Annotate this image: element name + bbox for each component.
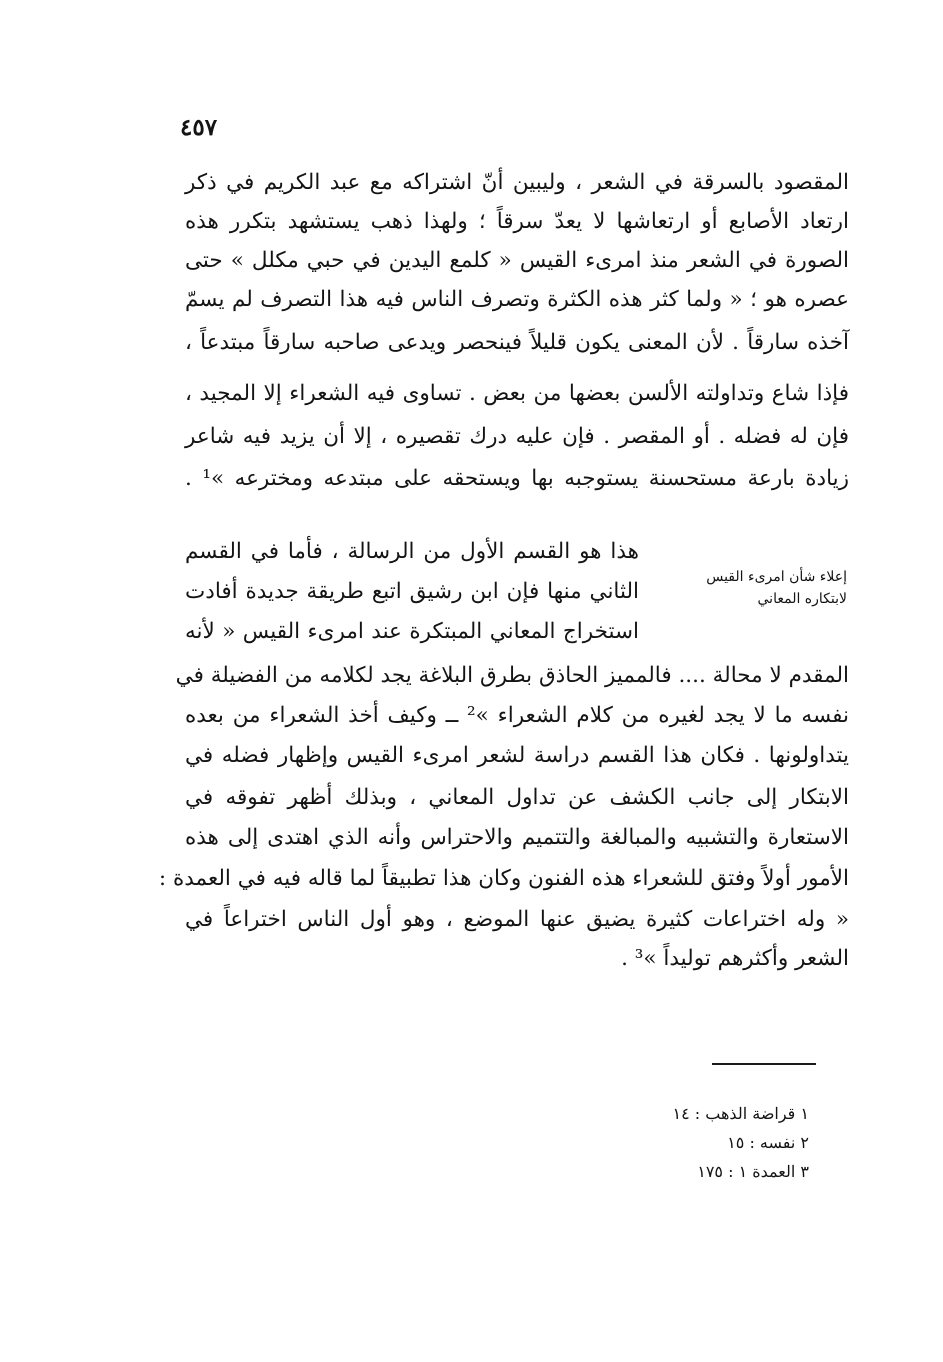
text-line: ارتعاد الأصابع أو ارتعاشها لا يعدّ سرقاً ؛ ولهذا ذهب يستشهد بتكرر هذه <box>185 209 849 234</box>
footnote-3: ٣ العمدة ١ : ١٧٥ <box>697 1162 809 1181</box>
text-line: عصره هو ؛ « ولما كثر هذه الكثرة وتصرف الناس فيه هذا التصرف لم يسمّ <box>185 287 849 312</box>
footnote-1: ١ قراضة الذهب : ١٤ <box>672 1104 809 1123</box>
text-line: « وله اختراعات كثيرة يضيق عنها الموضع ، وهو أول الناس اختراعاً في <box>185 907 849 932</box>
margin-note-line: لابتكاره المعاني <box>757 591 847 607</box>
text-line: استخراج المعاني المبتكرة عند امرىء القيس « لأنه <box>185 619 639 644</box>
text-line: فإن له فضله . أو المقصر . فإن عليه درك تقصيره ، إلا أن يزيد فيه شاعر <box>185 424 849 449</box>
text-line: المقدم لا محالة .... فالمميز الحاذق بطرق البلاغة يجد لكلامه من الفضيلة في <box>175 663 849 688</box>
text-line: زيادة بارعة مستحسنة يستوجبه بها ويستحقه على مبتدعه ومخترعه »¹ . <box>185 466 849 491</box>
text-line: نفسه ما لا يجد لغيره من كلام الشعراء »² ــ وكيف أخذ الشعراء من بعده <box>185 703 849 728</box>
page-number: ٤٥٧ <box>180 114 218 141</box>
margin-note-line: إعلاء شأن امرىء القيس <box>706 569 847 585</box>
text-line: الاستعارة والتشبيه والمبالغة والتتميم والاحتراس وأنه الذي اهتدى إلى هذه <box>185 825 849 850</box>
text-line: آخذه سارقاً . لأن المعنى يكون قليلاً فينحصر ويدعى صاحبه سارقاً مبتدعاً ، <box>185 330 849 355</box>
text-line: الشعر وأكثرهم توليداً »³ . <box>621 946 849 971</box>
footnote-separator <box>712 1063 816 1065</box>
text-line: الثاني منها فإن ابن رشيق اتبع طريقة جديدة أفادت <box>185 579 639 604</box>
text-line: هذا هو القسم الأول من الرسالة ، فأما في القسم <box>185 539 639 564</box>
text-line: يتداولونها . فكان هذا القسم دراسة لشعر امرىء القيس وإظهار فضله في <box>185 743 849 768</box>
text-line: المقصود بالسرقة في الشعر ، وليبين أنّ اشتراكه مع عبد الكريم في ذكر <box>185 170 849 195</box>
margin-note <box>677 566 847 610</box>
text-line: الابتكار إلى جانب الكشف عن تداول المعاني ، وبذلك أظهر تفوقه في <box>185 785 849 810</box>
text-line: فإذا شاع وتداولته الألسن بعضها من بعض . تساوى فيه الشعراء إلا المجيد ، <box>185 381 849 406</box>
footnote-2: ٢ نفسه : ١٥ <box>727 1133 809 1152</box>
text-line: الأمور أولاً وفتق للشعراء هذه الفنون وكان هذا تطبيقاً لما قاله فيه في العمدة : <box>158 866 849 891</box>
text-line: الصورة في الشعر منذ امرىء القيس « كلمع اليدين في حبي مكلل » حتى <box>185 248 849 273</box>
